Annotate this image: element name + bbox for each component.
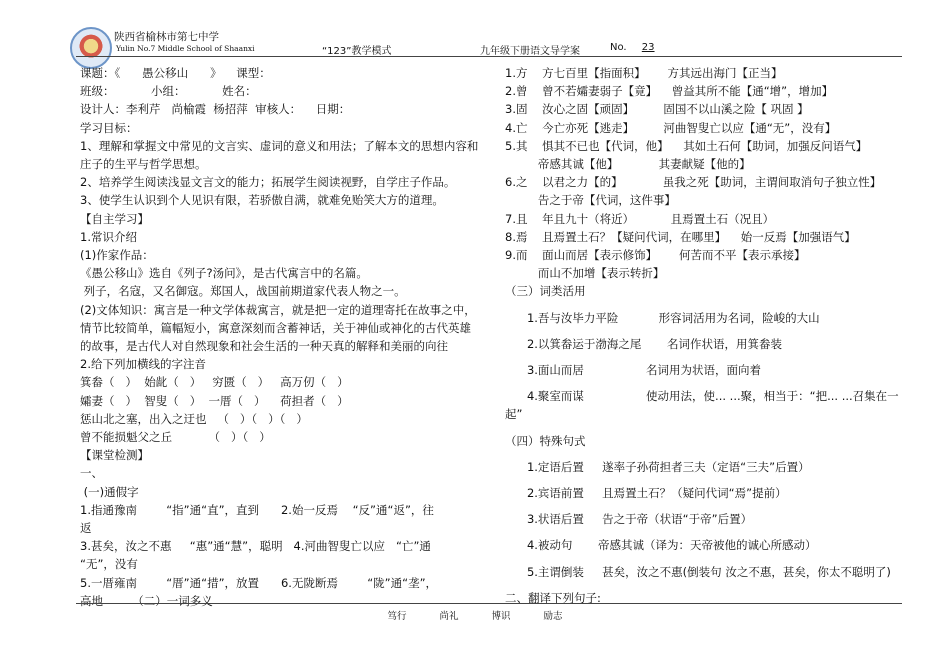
- text-line: 2.以箕畚运于渤海之尾 名词作状语，用箕畚装: [505, 336, 782, 351]
- text-line: 的故事，是古代人对自然现象和社会生活的一种天真的解释和美丽的向往: [80, 339, 448, 354]
- text-line: 返: [80, 521, 92, 536]
- text-line: 2、培养学生阅读浅显文言文的能力；拓展学生阅读视野，自学庄子作品。: [80, 175, 456, 190]
- text-line: 班级： 小组： 姓名：: [80, 84, 257, 99]
- text-line: 1.常识介绍: [80, 229, 137, 244]
- text-line: 3.固 汝心之固【顽固】 固国不以山溪之险【 巩固 】: [505, 102, 809, 117]
- spacer: [505, 555, 905, 563]
- text-line: 而山不加增【表示转折】: [505, 266, 665, 281]
- school-name-en: Yulin No.7 Middle School of Shaanxi: [116, 44, 255, 53]
- text-line: 课题：《 愚公移山 》 课型：: [80, 66, 271, 80]
- footer-rule: [76, 603, 902, 604]
- text-line: (一)通假字: [80, 484, 139, 499]
- text-line: 二、翻译下列句子:: [505, 590, 601, 605]
- spacer: [505, 528, 905, 536]
- text-line: 孀妻（ ） 智叟（ ） 一厝（ ） 荷担者（ ）: [80, 393, 349, 408]
- spacer: [505, 379, 905, 387]
- text-line: 2.给下列加横线的字注音: [80, 357, 206, 372]
- spacer: [505, 353, 905, 361]
- text-line: 4.被动句 帝感其诚（译为：天帝被他的诚心所感动）: [505, 538, 817, 553]
- text-line: 1.指通豫南 “指”通“直”，直到 2.始一反焉 “反”通“返”，往: [80, 502, 434, 517]
- text-line: 3.状语后置 告之于帝（状语“于帝”后置）: [505, 512, 753, 527]
- text-line: 2.宾语前置 且焉置土石？（疑问代词“焉”提前）: [505, 486, 787, 501]
- text-line: 【课堂检测】: [80, 448, 149, 463]
- text-line: (2)文体知识：寓言是一种文学体裁寓言，就是把一定的道理寄托在故事之中，: [80, 302, 476, 317]
- text-line: 5.其 惧其不已也【代词，他】 其如土石何【助词，加强反问语气】: [505, 138, 868, 153]
- text-line: 9.而 面山而居【表示修饰】 何苦而不平【表示承接】: [505, 248, 806, 263]
- text-line: 高地 （二）一词多义: [80, 593, 213, 608]
- spacer: [505, 327, 905, 335]
- text-line: 1.方 方七百里【指面积】 方其远出海门【正当】: [505, 66, 783, 80]
- text-line: 1.定语后置 遂率子孙荷担者三夫（定语“三夫”后置）: [505, 459, 810, 474]
- text-line: 5.一厝雍南 “厝”通“措”，放置 6.无陇断焉 “陇”通“垄”，: [80, 575, 438, 590]
- text-line: 1.吾与汝毕力平险 形容词活用为名词，险峻的大山: [505, 310, 820, 325]
- text-line: 3、使学生认识到个人见识有限，若骄傲自满，就难免贻笑大方的道理。: [80, 193, 444, 208]
- text-line: 4.亡 今亡亦死【逃走】 河曲智叟亡以应【通“无”，没有】: [505, 120, 837, 135]
- text-line: 5.主谓倒装 甚矣，汝之不惠(倒装句 汝之不惠，甚矣，你太不聪明了): [505, 564, 891, 579]
- text-line: 【自主学习】: [80, 211, 149, 226]
- text-line: 惩山北之塞，出入之迂也 （ ）（ ）（ ）: [80, 411, 308, 426]
- number-prefix: No.: [610, 42, 627, 53]
- text-line: 列子，名寇，又名御寇。郑国人，战国前期道家代表人物之一。: [80, 284, 406, 299]
- text-line: 3.面山而居 名词用为状语，面向着: [505, 363, 762, 378]
- text-line: 1、理解和掌握文中常见的文言实、虚词的意义和用法；了解本文的思想内容和: [80, 138, 479, 153]
- spacer: [505, 424, 905, 432]
- spacer: [505, 450, 905, 458]
- right-column: [505, 64, 905, 607]
- left-column: [80, 64, 482, 610]
- footer-motto: 笃行 尚礼 博识 励志: [387, 611, 563, 622]
- school-name-cn: 陕西省榆林市第七中学: [114, 31, 219, 43]
- text-line: 曾不能损魁父之丘 （ ）（ ）: [80, 430, 271, 445]
- text-line: 一、: [80, 466, 103, 481]
- text-line: 7.且 年且九十（将近） 且焉置土石（况且）: [505, 211, 775, 226]
- number-label: [610, 42, 665, 53]
- text-line: 6.之 以君之力【的】 虽我之死【助词，主谓间取消句子独立性】: [505, 175, 882, 190]
- text-line: 帝感其诚【他】 其妻献疑【他的】: [505, 157, 751, 172]
- number-value: 23: [641, 42, 655, 53]
- text-line: 8.焉 且焉置土石？【疑问代词，在哪里】 始一反焉【加强语气】: [505, 229, 856, 244]
- text-line: （四）特殊句式: [505, 433, 586, 448]
- text-line: 情节比较简单，篇幅短小，寓意深刻而含蓄神话，关于神仙或神化的古代英雄: [80, 320, 471, 335]
- text-line: 告之于帝【代词，这件事】: [505, 193, 676, 208]
- text-line: 起”: [505, 407, 523, 422]
- text-line: 3.甚矣，汝之不惠 “惠”通“慧”，聪明 4.河曲智叟亡以应 “亡”通: [80, 539, 431, 554]
- text-line: 2.曾 曾不若孀妻弱子【竟】 曾益其所不能【通“增”，增加】: [505, 84, 834, 99]
- spacer: [505, 301, 905, 309]
- header-rule: [76, 56, 902, 57]
- spacer: [505, 502, 905, 510]
- text-line: 学习目标：: [80, 120, 138, 135]
- text-line: 设计人：李利芹 尚榆霞 杨招萍 审核人： 日期：: [80, 102, 351, 117]
- text-line: “无”，没有: [80, 557, 138, 572]
- spacer: [505, 476, 905, 484]
- teaching-mode: “123”教学模式: [322, 46, 392, 57]
- guide-title: 九年级下册语文导学案: [480, 46, 580, 57]
- text-line: (1)作家作品：: [80, 248, 154, 263]
- text-line: 《愚公移山》选自《列子?汤问》，是古代寓言中的名篇。: [80, 266, 368, 281]
- text-line: （三）词类活用: [505, 284, 586, 299]
- school-logo: [70, 27, 112, 69]
- text-line: 箕畚（ ） 始龀（ ） 穷匮（ ） 高万仞（ ）: [80, 375, 349, 390]
- text-line: 庄子的生平与哲学思想。: [80, 157, 207, 172]
- text-line: 4.聚室而谋 使动用法，使... ...聚，相当于：“把... ...召集在一: [505, 389, 899, 404]
- spacer: [505, 581, 905, 589]
